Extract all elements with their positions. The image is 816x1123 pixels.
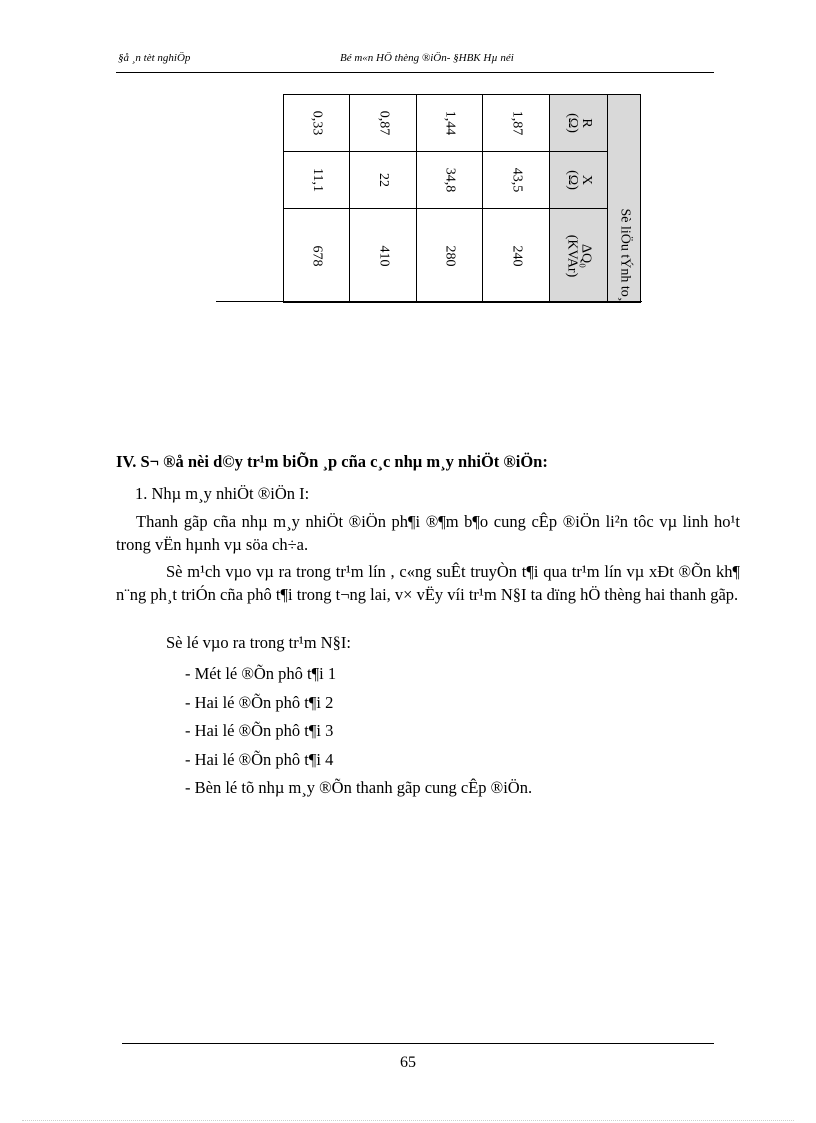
table-cell-value: 0,87 — [376, 110, 391, 136]
paragraph-2: Sè m¹ch vµo vµ ra trong tr¹m lín , c«ng suÊt truyÒn t¶i qua tr¹m lín vµ xÐt ®Õn kh¶ n¨ng ph¸t triÓn cña phô t¶i trong t¬ng lai, v× vËy víi tr¹m N§I ta dïng hÖ thèng hai thanh gãp. — [116, 562, 740, 604]
table-header-label — [564, 234, 592, 277]
table-cell — [482, 208, 550, 303]
table-header-symbol: X — [578, 174, 594, 186]
page-bottom-edge — [22, 1120, 794, 1121]
table-cell-value: 22 — [376, 173, 391, 187]
footer-divider — [122, 1043, 714, 1044]
table-cell — [283, 151, 350, 209]
table-cell-value: 678 — [309, 245, 325, 266]
table-cell-value: 34,8 — [442, 167, 458, 193]
table-cell — [349, 208, 417, 303]
bullet-item: - Hai lé ®Õn phô t¶i 3 — [185, 721, 334, 741]
table-cell-value: 11,1 — [309, 168, 325, 192]
table-cell — [482, 151, 550, 209]
bullet-item: - Mét lé ®Õn phô t¶i 1 — [185, 664, 337, 683]
paragraph-3: Sè lé vµo ra trong tr¹m N§I: — [166, 633, 351, 652]
table-cell — [283, 94, 350, 152]
table-header-label — [564, 170, 592, 190]
table-baseline — [216, 301, 642, 302]
table-cell-value: 1,44 — [442, 110, 458, 136]
bullet-list — [185, 660, 532, 803]
table-cell-value: 43,5 — [509, 167, 524, 193]
table-cell-value: 1,87 — [509, 110, 524, 136]
table-header-unit: (Ω) — [564, 170, 580, 190]
table-header-cell — [549, 151, 608, 209]
table-cell — [283, 208, 350, 303]
header-divider — [116, 72, 714, 73]
rotated-data-table — [283, 94, 640, 302]
table-header-label — [564, 113, 592, 133]
table-cell — [349, 94, 417, 152]
table-cell — [416, 208, 483, 303]
table-cell-value: 410 — [376, 245, 391, 266]
bullet-item: - Hai lé ®Õn phô t¶i 2 — [185, 692, 334, 712]
table-side-label: Sè liÖu tÝnh to¸ — [617, 208, 633, 302]
table-header-symbol: ΔQ₀ — [578, 243, 594, 268]
table-header-unit: (KVAr) — [564, 234, 580, 277]
paragraph-1: Thanh gãp cña nhµ m¸y nhiÖt ®iÖn ph¶i ®¶m b¶o cung cÊp ®iÖn li²n tôc vµ linh ho¹t trong vËn hµnh vµ söa ch÷a. — [116, 512, 740, 554]
page-number: 65 — [400, 1054, 416, 1071]
table-cell — [349, 151, 417, 209]
table-cell-value: 0,33 — [309, 110, 325, 136]
header-center-text: Bé m«n HÖ thèng ®iÖn- §HBK Hµ néi — [340, 52, 514, 64]
bullet-item: - Bèn lé tõ nhµ m¸y ®Õn thanh gãp cung cÊp ®iÖn. — [185, 778, 533, 798]
table-header-unit: (Ω) — [564, 113, 580, 133]
table-header-cell — [549, 208, 608, 303]
table-cell — [416, 94, 483, 152]
table-cell-value: 280 — [442, 245, 458, 266]
subsection-heading: 1. Nhµ m¸y nhiÖt ®iÖn I: — [135, 484, 310, 503]
table-header-symbol: R — [578, 118, 594, 128]
header-left-text: §å ¸n tèt nghiÖp — [118, 52, 191, 64]
table-header-cell — [549, 94, 608, 152]
table-cell-value: 240 — [509, 245, 524, 266]
bullet-item: - Hai lé ®Õn phô t¶i 4 — [185, 749, 334, 769]
table-side-label-cell — [607, 94, 641, 303]
section-title: IV. S¬ ®å nèi d©y tr¹m biÕn ¸p cña c¸c nhµ m¸y nhiÖt ®iÖn: — [116, 452, 548, 471]
table-cell — [416, 151, 483, 209]
table-cell — [482, 94, 550, 152]
